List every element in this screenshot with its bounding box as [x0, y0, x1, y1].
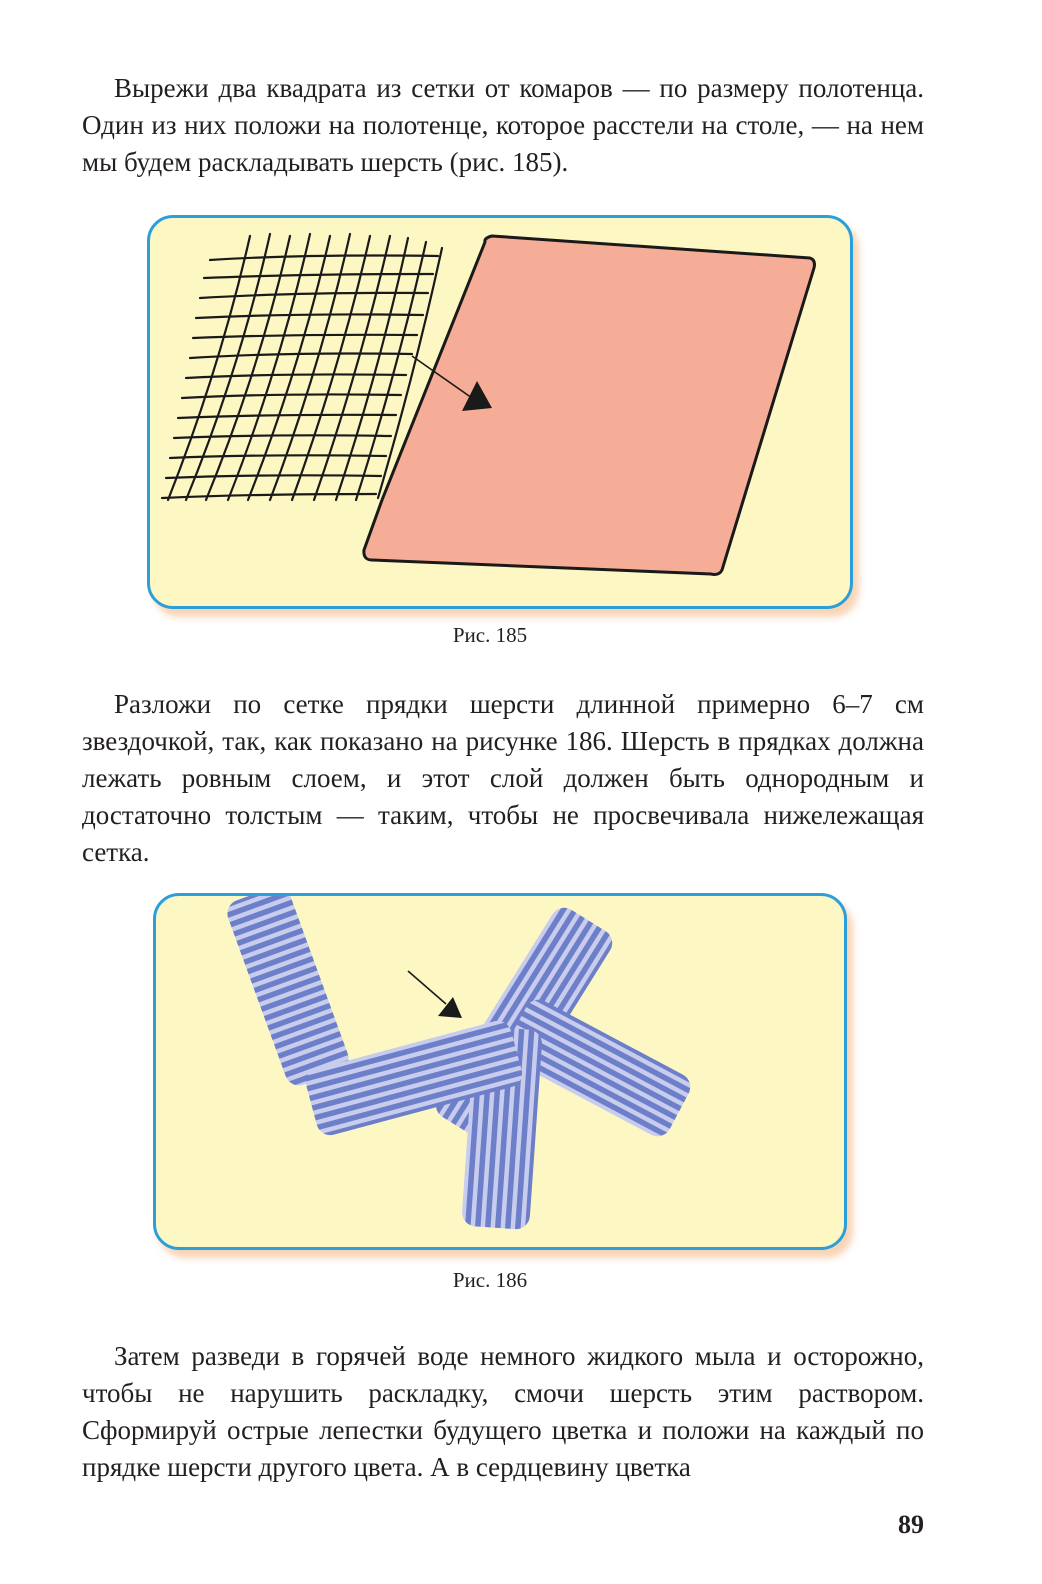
figure-186-caption: Рис. 186	[452, 1268, 528, 1292]
page-number: 89	[898, 1510, 924, 1539]
figure-185-caption: Рис. 185	[452, 623, 528, 647]
figure-185	[147, 215, 853, 609]
paragraph-3: Затем разведи в горячей воде немного жидкого мыла и осторожно, чтобы не нарушить раскладку, смочи шерсть этим раствором. Сформируй острые лепестки будущего цветка и положи на каждый по прядке шерсти другого цвета. А в сердцевину цветка	[82, 1341, 924, 1482]
paragraph-2: Разложи по сетке прядки шерсти длинной примерно 6–7 см звездочкой, так, как показано на рисунке 186. Шерсть в прядках должна лежать ровным слоем, и этот слой должен быть однородным и достаточно толстым — таким, чтобы не просвечивала нижележащая сетка.	[82, 689, 924, 867]
figure-185-illustration	[150, 218, 850, 606]
arrow-icon	[408, 971, 462, 1018]
wool-strand	[223, 896, 352, 1089]
figure-186-illustration	[156, 896, 844, 1247]
wool-star	[303, 903, 695, 1231]
towel	[364, 236, 815, 575]
paragraph-1: Вырежи два квадрата из сетки от комаров — по размеру полотенца. Один из них положи на полотенце, которое расстели на столе, — на нем мы будем раскладывать шерсть (рис. 185).	[82, 73, 924, 177]
figure-186	[153, 893, 847, 1250]
